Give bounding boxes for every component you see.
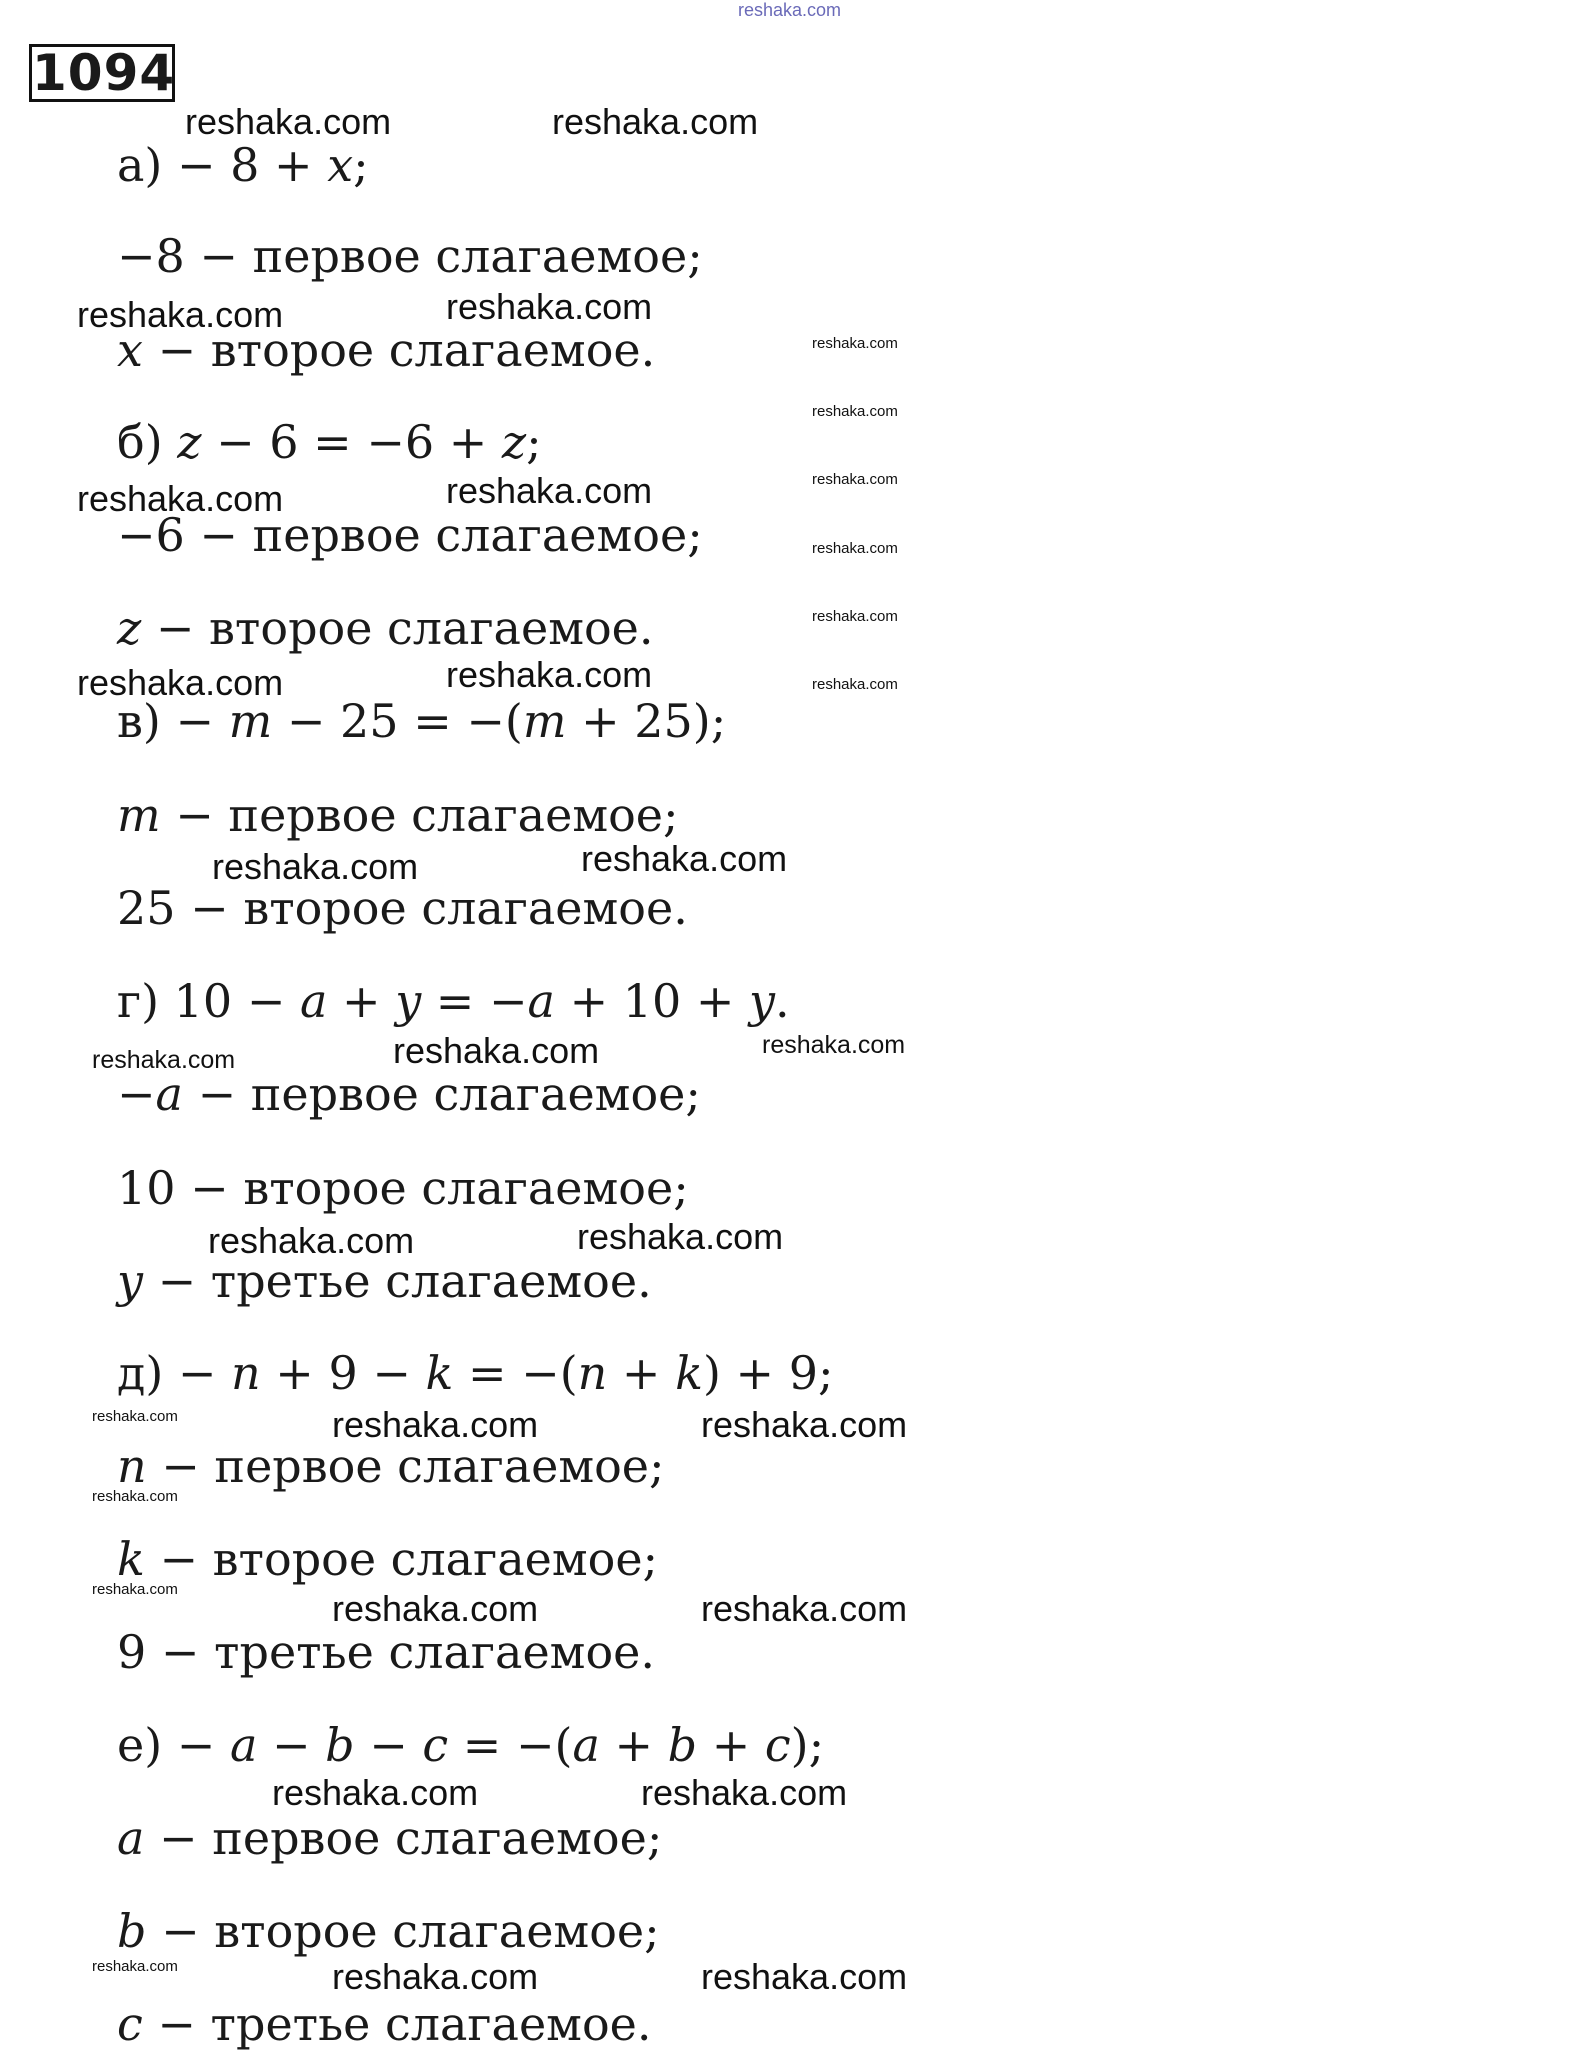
solution-line: б) 𝑧 − 6 = −6 + 𝑧; — [117, 415, 542, 469]
watermark: reshaka.com — [332, 1956, 539, 1997]
watermark: reshaka.com — [92, 1581, 178, 1598]
watermark: reshaka.com — [812, 608, 898, 625]
watermark: reshaka.com — [552, 101, 759, 142]
watermark: reshaka.com — [581, 838, 788, 879]
watermark: reshaka.com — [762, 1031, 906, 1059]
watermark: reshaka.com — [393, 1030, 600, 1071]
solution-line: 𝑦 − третье слагаемое. — [117, 1254, 652, 1308]
watermark: reshaka.com — [92, 1046, 236, 1074]
problem-number-box: 1094 — [29, 44, 175, 102]
watermark: reshaka.com — [92, 1488, 178, 1505]
solution-line: 𝑧 − второе слагаемое. — [117, 601, 654, 655]
watermark: reshaka.com — [208, 1220, 415, 1261]
watermark: reshaka.com — [701, 1588, 908, 1629]
solution-line: а) − 8 + 𝑥; — [117, 138, 369, 192]
solution-line: 𝑛 − первое слагаемое; — [117, 1439, 665, 1493]
watermark: reshaka.com — [446, 470, 653, 511]
watermark: reshaka.com — [332, 1588, 539, 1629]
solution-line: в) − 𝑚 − 25 = −(𝑚 + 25); — [117, 694, 727, 748]
solution-line: д) − 𝑛 + 9 − 𝑘 = −(𝑛 + 𝑘) + 9; — [117, 1346, 834, 1400]
watermark: reshaka.com — [812, 403, 898, 420]
watermark: reshaka.com — [812, 335, 898, 352]
solution-line: 𝑏 − второе слагаемое; — [117, 1904, 660, 1958]
solution-line: 10 − второе слагаемое; — [117, 1161, 689, 1215]
watermark: reshaka.com — [812, 471, 898, 488]
solution-line: 25 − второе слагаемое. — [117, 881, 688, 935]
watermark: reshaka.com — [77, 662, 284, 703]
watermark: reshaka.com — [812, 540, 898, 557]
solution-line: г) 10 − 𝑎 + 𝑦 = −𝑎 + 10 + 𝑦. — [117, 974, 790, 1028]
top-watermark: reshaka.com — [738, 0, 842, 20]
solution-line: −6 − первое слагаемое; — [117, 508, 703, 562]
watermark: reshaka.com — [92, 1958, 178, 1975]
solution-line: 𝑐 − третье слагаемое. — [117, 1997, 652, 2051]
solution-line: 𝑎 − первое слагаемое; — [117, 1811, 663, 1865]
solution-line: 𝑚 − первое слагаемое; — [117, 788, 679, 842]
watermark: reshaka.com — [332, 1404, 539, 1445]
solution-line: 𝑘 − второе слагаемое; — [117, 1532, 659, 1586]
solution-line: 9 − третье слагаемое. — [117, 1625, 655, 1679]
watermark: reshaka.com — [577, 1216, 784, 1257]
solution-line: −8 − первое слагаемое; — [117, 229, 703, 283]
watermark: reshaka.com — [641, 1772, 848, 1813]
watermark: reshaka.com — [446, 286, 653, 327]
watermark: reshaka.com — [701, 1404, 908, 1445]
solution-line: 𝑥 − второе слагаемое. — [117, 323, 656, 377]
watermark: reshaka.com — [212, 846, 419, 887]
watermark: reshaka.com — [92, 1408, 178, 1425]
watermark: reshaka.com — [446, 654, 653, 695]
solution-line: −𝑎 − первое слагаемое; — [117, 1067, 701, 1121]
watermark: reshaka.com — [77, 478, 284, 519]
watermark: reshaka.com — [77, 294, 284, 335]
solution-line: е) − 𝑎 − 𝑏 − 𝑐 = −(𝑎 + 𝑏 + 𝑐); — [117, 1718, 825, 1772]
watermark: reshaka.com — [272, 1772, 479, 1813]
watermark: reshaka.com — [812, 676, 898, 693]
watermark: reshaka.com — [185, 101, 392, 142]
watermark: reshaka.com — [701, 1956, 908, 1997]
